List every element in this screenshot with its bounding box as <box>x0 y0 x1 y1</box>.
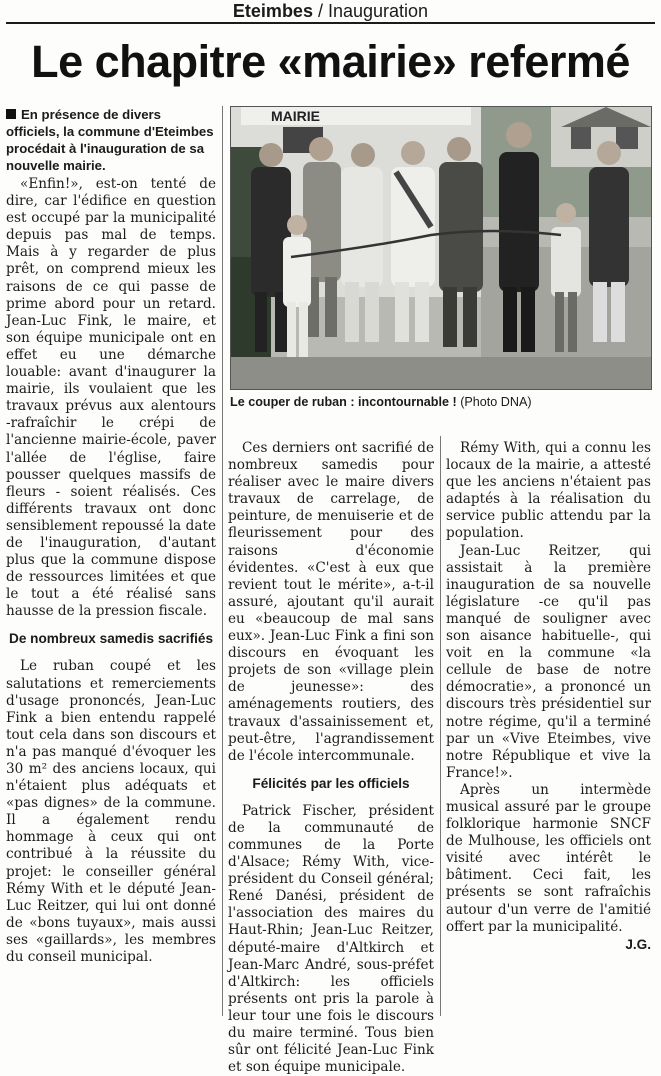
article-column-3 <box>446 440 651 953</box>
lead-square-bullet <box>6 109 16 119</box>
article-paragraph: Jean-Luc Reitzer, qui assistait à la première inauguration de sa nouvelle législature -ce qu'il pas manqué de souligner avec son aisance habituelle-, qui voit en la commune «la cellule de base de notre démocratie», a prononcé un discours très présidentiel sur notre régime, qu'il a terminé par un «Vive Eteimbes, vive notre République et vive la France!». <box>446 542 651 781</box>
section-header <box>6 0 655 24</box>
photo-caption <box>230 394 650 410</box>
article-paragraph: Après un intermède musical assuré par le groupe folklorique harmonie SNCF de Mulhouse, les officiels ont visité avec intérêt le bâtiment. Ceci fait, les présents se sont rafraîchis autour d'un verre de l'amitié offert par la municipalité. <box>446 781 651 935</box>
section-subname: Inauguration <box>327 1 429 21</box>
article-paragraph: Patrick Fischer, président de la communauté de communes de la Porte d'Alsace; Rémy With, vice-président du Conseil général; René Danési, président de l'association des maires du Haut-Rhin; Jean-Luc Reitzer, député-maire d'Altkirch et Jean-Marc André, sous-préfet d'Altkirch: les officiels présents ont pris la parole à leur tour une fois le discours du maire terminé. Tous bien sûr ont félicité Jean-Luc Fink et son équipe municipale. <box>228 802 434 1076</box>
article-paragraph: Le ruban coupé et les salutations et remerciements d'usage prononcés, Jean-Luc Fink a bien entendu rappelé tout cela dans son discours et n'a pas manqué d'évoquer les 30 m² des anciens locaux, qui n'étaient plus adéquats et «pas dignes» de la commune. Il a également rendu hommage à ceux qui ont contribué à la réussite du projet: le conseiller général Rémy With et le député Jean-Luc Reitzer, qui lui ont donné de «bons tuyaux», mais aussi ses «gaillards», les membres du conseil municipal. <box>6 658 216 966</box>
article-lead: En présence de divers officiels, la commune d'Eteimbes procédait à l'inauguration de sa nouvelle mairie. <box>6 107 214 173</box>
section-separator: / <box>312 1 328 21</box>
article-paragraph: Ces derniers ont sacrifié de nombreux samedis pour réaliser avec le maire divers travaux de carrelage, de peinture, de menuiserie et de fleurissement pour des raisons d'économie évidentes. «C'est à eux que revient tout le mérite», a-t-il assuré, ajoutant qu'il aurait eu «beaucoup de mal sans eux». Jean-Luc Fink a fini son discours en évoquant les projets de son «village plein de jeunesse»: des aménagements routiers, des travaux d'assainissement et, peut-être, l'agrandissement de l'école intercommunale. <box>228 440 434 764</box>
column-divider-left <box>222 106 223 1016</box>
article-paragraph: «Enfin!», est-on tenté de dire, car l'édifice en question est occupé par la municipalité depuis pas mal de temps. Mais à y regarder de plus prêt, on comprend mieux les raisons de ce qui passe de prime abord pour un retard. Jean-Luc Fink, le maire, et son équipe municipale ont en effet eu une démarche louable: avant d'inaugurer la mairie, ils voulaient que les travaux prévus aux alentours -rafraîchir le crépi de l'ancienne mairie-école, paver l'allée de l'église, faire pousser quelques massifs de fleurs - soient réalisés. Ces différents travaux ont donc sensiblement repoussé la date de l'inauguration, d'autant plus que la commune dispose de ressources limitées et que le tout a été réalisé sans hausse de la pression fiscale. <box>6 176 216 620</box>
article-column-2 <box>228 440 434 1076</box>
headline: Le chapitre «mairie» refermé <box>31 36 630 87</box>
article-column-1 <box>6 106 216 966</box>
article-photo <box>230 106 652 390</box>
mairie-sign-text: MAIRIE <box>271 108 320 124</box>
article-paragraph: Rémy With, qui a connu les locaux de la mairie, a attesté que les anciens n'étaient pas adaptés à la réalisation du service public attendu par la population. <box>446 440 651 542</box>
article-subhead: Félicités par les officiels <box>252 775 410 791</box>
article-subhead: De nombreux samedis sacrifiés <box>9 631 213 647</box>
author-signature: J.G. <box>625 936 651 952</box>
section-name: Eteimbes <box>232 1 313 21</box>
column-divider-right <box>440 436 441 1016</box>
caption-text: Le couper de ruban : incontournable ! <box>230 395 457 409</box>
caption-credit: (Photo DNA) <box>456 395 532 409</box>
ribbon-cutting-photo <box>231 107 651 389</box>
